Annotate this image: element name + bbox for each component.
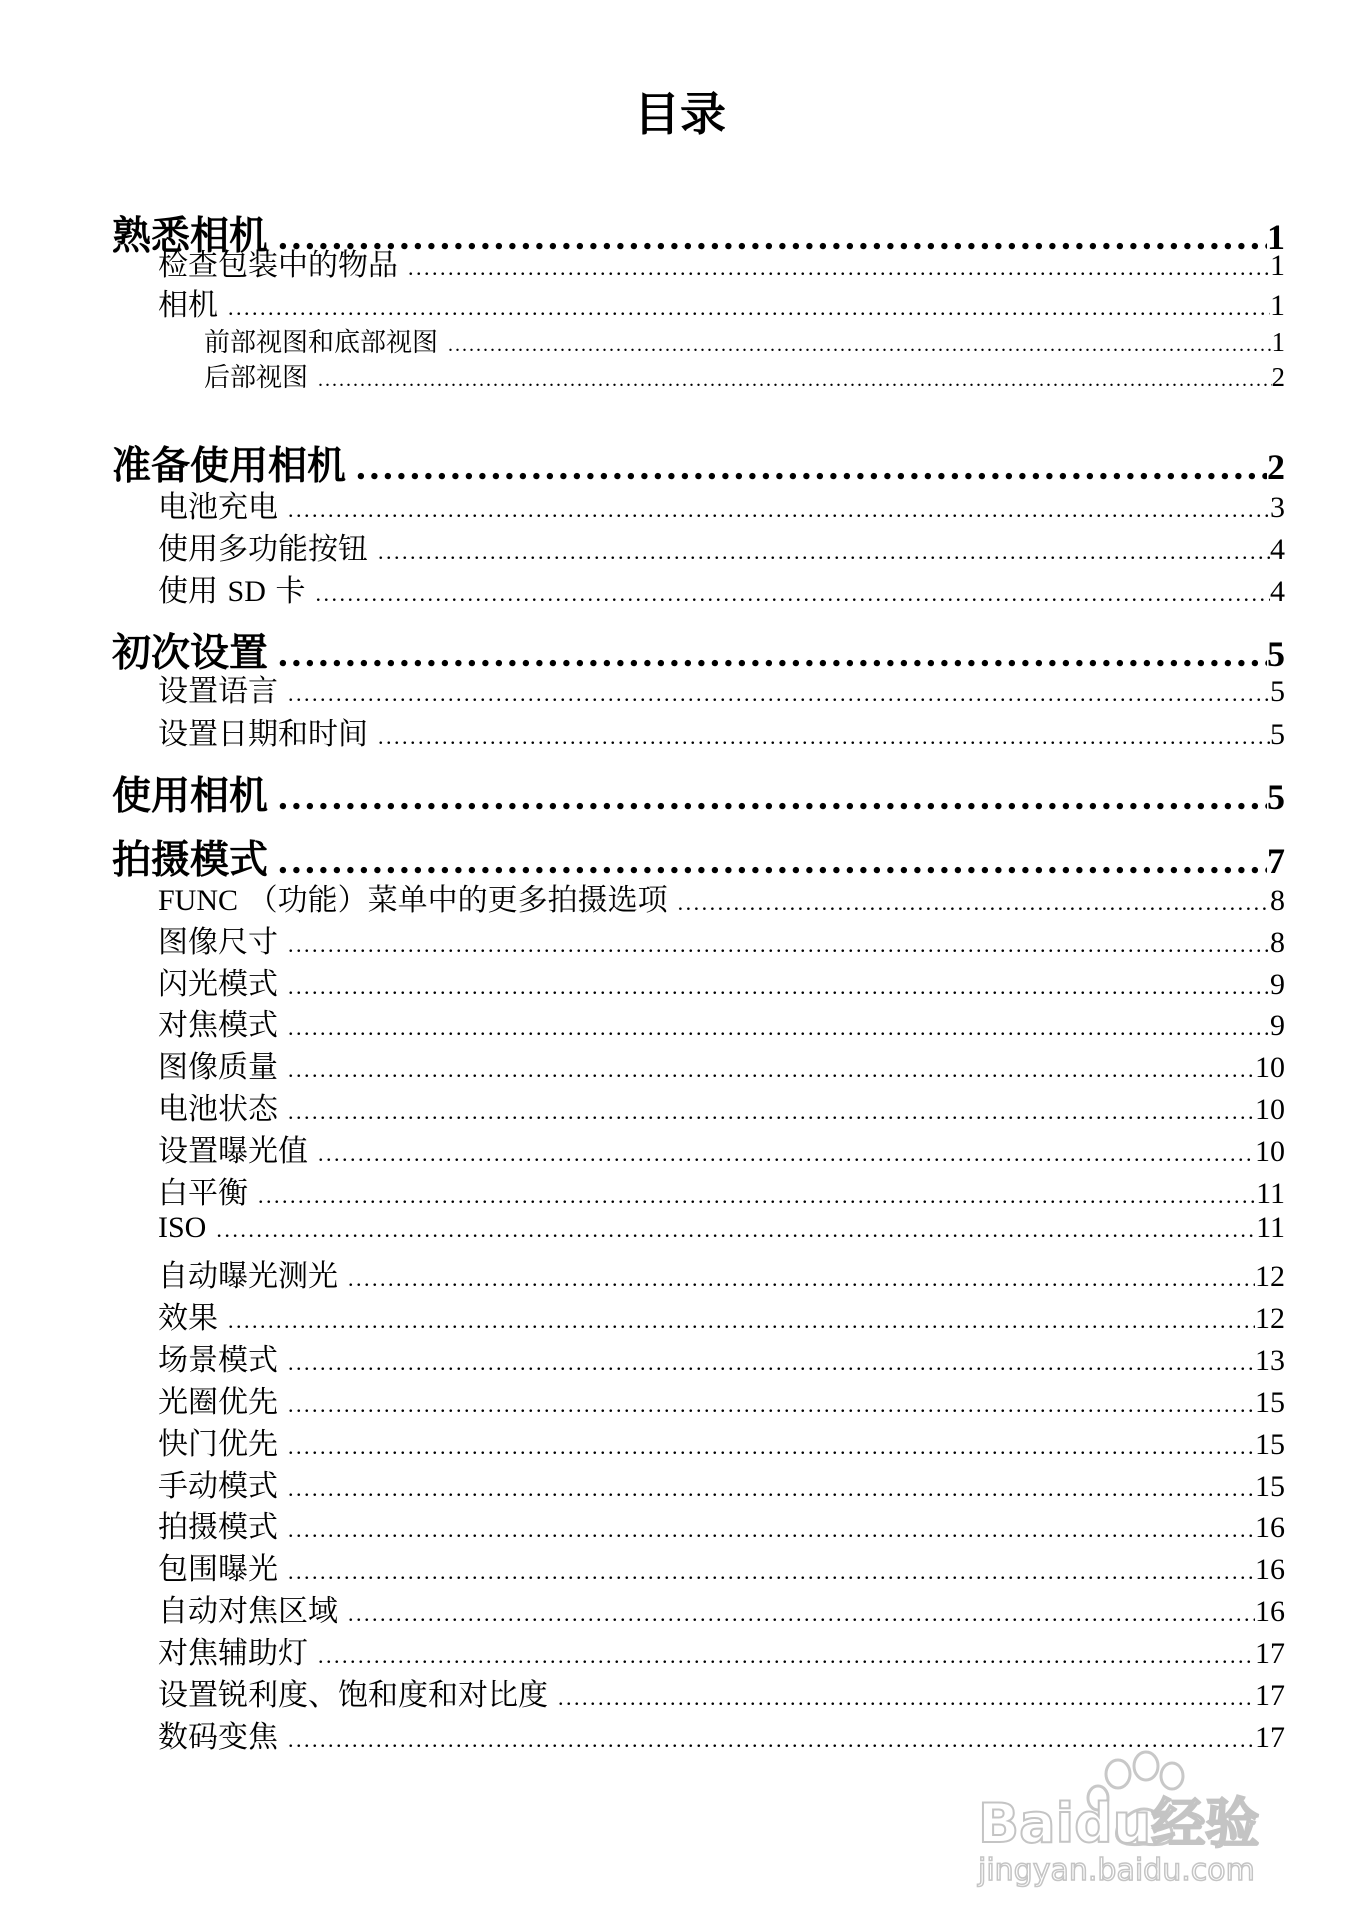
toc-section[interactable] xyxy=(158,1377,1285,1420)
toc-entry-page: 2 xyxy=(1271,362,1285,392)
toc-entry-page: 7 xyxy=(1267,841,1285,881)
toc-entry-page: 16 xyxy=(1255,1553,1285,1586)
toc-subsection[interactable] xyxy=(204,322,1285,356)
toc-section[interactable] xyxy=(158,1251,1285,1294)
dot-leader xyxy=(288,1517,1255,1543)
toc-chapter[interactable] xyxy=(112,435,1285,489)
watermark-brand: Baidu经验 xyxy=(978,1792,1260,1855)
dot-leader xyxy=(258,1183,1256,1209)
toc-entry-label: 使用相机 xyxy=(112,774,269,819)
toc-entry-label: 图像质量 xyxy=(158,1050,278,1085)
dot-leader xyxy=(288,681,1270,707)
toc-entry-label: 准备使用相机 xyxy=(112,444,347,489)
toc-entry-page: 8 xyxy=(1270,884,1285,917)
toc-entry-label: 相机 xyxy=(158,288,218,323)
toc-entry-label: 快门优先 xyxy=(158,1427,278,1462)
toc-entry-page: 17 xyxy=(1255,1721,1285,1754)
toc-entry-label: 检查包装中的物品 xyxy=(158,248,398,283)
dot-leader xyxy=(288,1057,1255,1083)
toc-section[interactable] xyxy=(158,1168,1285,1211)
toc-entry-page: 8 xyxy=(1270,926,1285,959)
dot-leader xyxy=(408,255,1270,281)
toc-section[interactable] xyxy=(158,1419,1285,1462)
dot-leader xyxy=(678,890,1270,916)
toc-entry-label: 数码变焦 xyxy=(158,1720,278,1755)
toc-section[interactable] xyxy=(158,1628,1285,1671)
toc-entry-label: 初次设置 xyxy=(112,631,269,676)
toc-entry-label: 电池状态 xyxy=(158,1092,278,1127)
toc-entry-page: 1 xyxy=(1270,249,1285,282)
toc-section[interactable] xyxy=(158,1544,1285,1587)
dot-leader xyxy=(288,1392,1255,1418)
toc-section[interactable] xyxy=(158,566,1285,609)
dot-leader xyxy=(318,369,1271,392)
toc-entry-label: 图像尺寸 xyxy=(158,925,278,960)
toc-section[interactable] xyxy=(158,1084,1285,1127)
toc-entry-label: 前部视图和底部视图 xyxy=(204,328,439,358)
toc-entry-page: 15 xyxy=(1255,1386,1285,1419)
toc-section[interactable] xyxy=(158,1042,1285,1085)
toc-chapter[interactable] xyxy=(112,829,1285,883)
page-title: 目录 xyxy=(634,87,726,141)
toc-section[interactable] xyxy=(158,1461,1285,1504)
toc-entry-page: 16 xyxy=(1255,1511,1285,1544)
toc-entry-page: 5 xyxy=(1270,675,1285,708)
toc-entry-page: 1 xyxy=(1270,289,1285,322)
toc-entry-label: FUNC （功能）菜单中的更多拍摄选项 xyxy=(158,883,668,918)
toc-entry-page: 2 xyxy=(1267,447,1285,487)
toc-section[interactable] xyxy=(158,1000,1285,1043)
toc-entry-page: 15 xyxy=(1255,1428,1285,1461)
toc-section[interactable] xyxy=(158,917,1285,960)
toc-entry-label: 熟悉相机 xyxy=(112,214,269,259)
toc-entry-label: ISO xyxy=(158,1211,207,1244)
toc-entry-label: 自动对焦区域 xyxy=(158,1594,338,1629)
toc-entry-page: 5 xyxy=(1270,718,1285,751)
dot-leader xyxy=(288,1476,1255,1502)
toc-entry-label: 光圈优先 xyxy=(158,1385,278,1420)
dot-leader xyxy=(228,295,1270,321)
toc-entry-label: 效果 xyxy=(158,1301,218,1336)
toc-entry-page: 13 xyxy=(1255,1344,1285,1377)
toc-entry-label: 设置曝光值 xyxy=(158,1134,308,1169)
dot-leader xyxy=(288,974,1270,1000)
dot-leader xyxy=(448,334,1271,357)
toc-entry-page: 16 xyxy=(1255,1595,1285,1628)
toc-entry-label: 手动模式 xyxy=(158,1469,278,1504)
toc-entry-label: 使用多功能按钮 xyxy=(158,532,368,567)
toc-entry-label: 后部视图 xyxy=(204,363,309,393)
toc-entry-page: 10 xyxy=(1255,1051,1285,1084)
toc-entry-page: 11 xyxy=(1256,1177,1285,1210)
toc-entry-label: 设置语言 xyxy=(158,674,278,709)
toc-entry-page: 10 xyxy=(1255,1135,1285,1168)
toc-entry-label: 闪光模式 xyxy=(158,967,278,1002)
dot-leader xyxy=(378,724,1270,750)
dot-leader xyxy=(228,1308,1255,1334)
toc-entry-label: 拍摄模式 xyxy=(158,1510,278,1545)
toc-entry-page: 17 xyxy=(1255,1679,1285,1712)
toc-entry-page: 3 xyxy=(1270,491,1285,524)
dot-leader xyxy=(348,1266,1255,1292)
dot-leader xyxy=(278,774,1267,819)
toc-entry-page: 5 xyxy=(1267,634,1285,674)
toc-entry-label: 包围曝光 xyxy=(158,1552,278,1587)
toc-entry-label: 设置日期和时间 xyxy=(158,717,368,752)
watermark-url: jingyan.baidu.com xyxy=(978,1853,1255,1888)
toc-entry-label: 白平衡 xyxy=(158,1176,248,1211)
toc-section[interactable] xyxy=(158,524,1285,567)
dot-leader xyxy=(378,539,1270,565)
dot-leader xyxy=(318,1643,1255,1669)
toc-section[interactable] xyxy=(158,1502,1285,1545)
toc-entry-page: 9 xyxy=(1270,1009,1285,1042)
toc-entry-page: 1 xyxy=(1267,217,1285,257)
dot-leader xyxy=(288,1350,1255,1376)
toc-entry-page: 15 xyxy=(1255,1470,1285,1503)
toc-entry-page: 1 xyxy=(1271,327,1285,357)
toc-entry-page: 12 xyxy=(1255,1260,1285,1293)
toc-entry-label: 电池充电 xyxy=(158,490,278,525)
dot-leader xyxy=(288,497,1270,523)
dot-leader xyxy=(558,1685,1255,1711)
toc-chapter[interactable] xyxy=(112,765,1285,819)
toc-chapter[interactable] xyxy=(112,622,1285,676)
toc-entry-label: 使用 SD 卡 xyxy=(158,574,306,609)
toc-entry-page: 11 xyxy=(1256,1211,1285,1244)
toc-entry-label: 自动曝光测光 xyxy=(158,1259,338,1294)
dot-leader xyxy=(315,581,1270,607)
toc-subsection[interactable] xyxy=(204,357,1285,391)
toc-section[interactable] xyxy=(158,1293,1285,1336)
dot-leader xyxy=(288,932,1270,958)
toc-section[interactable] xyxy=(158,1586,1285,1629)
dot-leader xyxy=(288,1099,1255,1125)
toc-entry-label: 对焦辅助灯 xyxy=(158,1636,308,1671)
toc-section[interactable] xyxy=(158,709,1285,752)
toc-section[interactable] xyxy=(158,875,1285,918)
dot-leader xyxy=(318,1141,1255,1167)
toc-entry-label: 对焦模式 xyxy=(158,1008,278,1043)
toc-entry-page: 5 xyxy=(1267,777,1285,817)
toc-entry-page: 12 xyxy=(1255,1302,1285,1335)
toc-entry-label: 设置锐利度、饱和度和对比度 xyxy=(158,1678,548,1713)
dot-leader xyxy=(288,1434,1255,1460)
toc-entry-page: 4 xyxy=(1270,533,1285,566)
toc-section[interactable] xyxy=(158,1712,1285,1755)
dot-leader xyxy=(288,1559,1255,1585)
toc-entry-label: 拍摄模式 xyxy=(112,838,269,883)
dot-leader xyxy=(288,1015,1270,1041)
dot-leader xyxy=(348,1601,1255,1627)
toc-entry-page: 17 xyxy=(1255,1637,1285,1670)
toc-section[interactable] xyxy=(158,959,1285,1002)
toc-section[interactable] xyxy=(158,1210,1285,1250)
toc-section[interactable] xyxy=(158,240,1285,283)
toc-section[interactable] xyxy=(158,1335,1285,1378)
toc-section[interactable] xyxy=(158,1126,1285,1169)
toc-entry-page: 9 xyxy=(1270,968,1285,1001)
toc-section[interactable] xyxy=(158,666,1285,709)
dot-leader xyxy=(216,1217,1256,1243)
toc-section[interactable] xyxy=(158,280,1285,323)
dot-leader xyxy=(288,1727,1255,1753)
toc-entry-page: 4 xyxy=(1270,575,1285,608)
toc-entry-label: 场景模式 xyxy=(158,1343,278,1378)
toc-section[interactable] xyxy=(158,482,1285,525)
toc-entry-page: 10 xyxy=(1255,1093,1285,1126)
toc-section[interactable] xyxy=(158,1670,1285,1713)
